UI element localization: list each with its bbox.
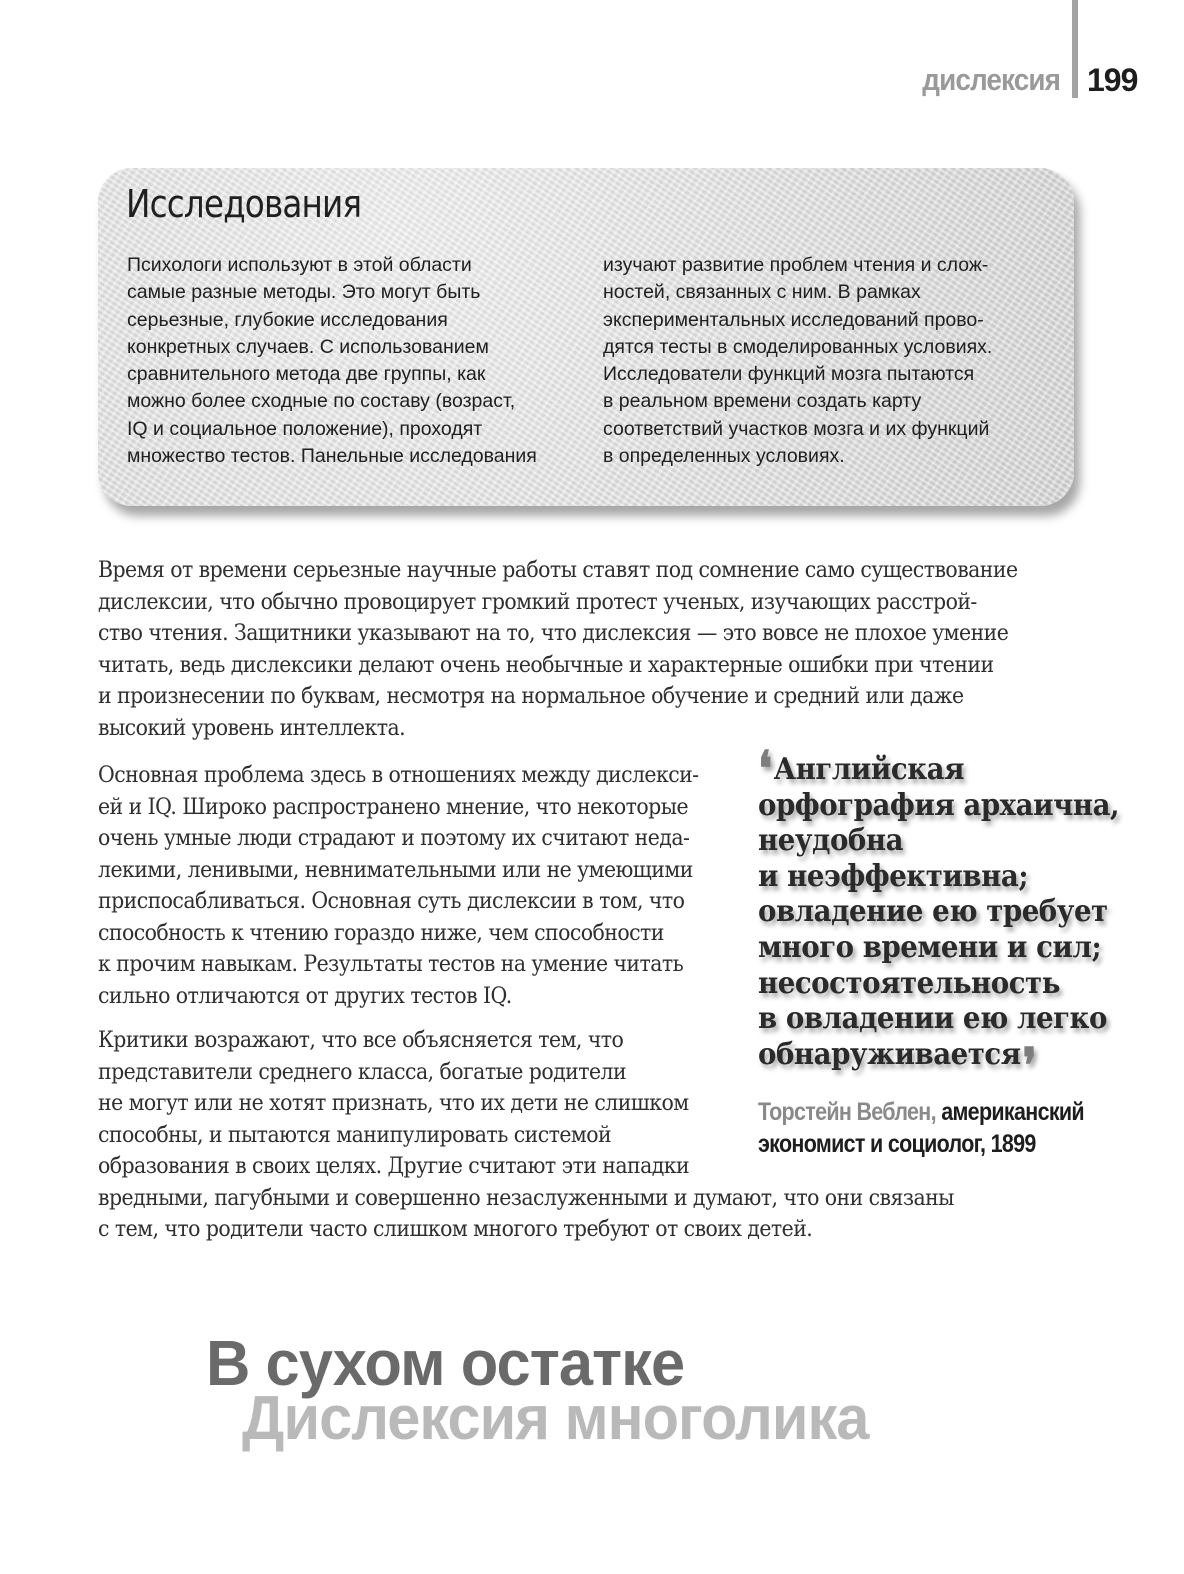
body-paragraph-2: Основная проблема здесь в отношениях между дислекси- ей и IQ. Широко распространено мнение, что некоторые очень умные люди страдают и поэтому их считают неда- лекими, ленивыми, невнимательными или не умеющими приспосабливаться. Основная суть дислексии в том, что способность к чтению гораздо ниже, чем способности к прочим навыкам. Результаты тестов на умение читать сильно отличаются от других тестов IQ. <box>98 763 699 1009</box>
page-edge-rule <box>1072 0 1078 98</box>
quote-author: Торстейн Веблен, <box>758 1098 936 1126</box>
summary-subtitle: Дислексия многолика <box>242 1384 869 1453</box>
close-quote-mark-icon: ❜ <box>1022 1037 1037 1094</box>
quote-author-role-line-2: экономист и социолог, 1899 <box>758 1130 1036 1158</box>
body-paragraph-1: Время от времени серьезные научные работы ставят под сомнение само существование дислексии, что обычно провоцирует громкий протест ученых, изучающих расстрой- ство чтения. Защитники указывают на то, что дислексия — это вовсе не плохое умение читать, ведь дислексики делают очень необычные и характерные ошибки при чтении и произнесении по буквам, несмотря на нормальное обучение и средний или даже высокий уровень интеллекта. <box>98 558 1018 741</box>
summary-title: В сухом остатке <box>206 1327 685 1399</box>
quote-attribution <box>758 1096 1102 1160</box>
page-number: 199 <box>1087 62 1138 98</box>
quote-author-role-line-1: американский <box>941 1098 1084 1126</box>
research-sidebar-box <box>98 168 1074 506</box>
pull-quote: ❛Английская орфография архаична, неудобна и неэффективна; овладение ею требует много времени и сил; несостоятельность в овладении ею легко обнаруживается❜ <box>758 741 1120 1094</box>
research-box-column-2: изучают развитие проблем чтения и слож- ностей, связанных с ним. В рамках экспериментальных исследований прово- дятся тесты в смоделированных условиях. Исследователи функций мозга пытаются в реальном времени создать карту соответствий участков мозга и их функций в определенных условиях. <box>603 254 993 468</box>
body-paragraph-3: Критики возражают, что все объясняется тем, что представители среднего класса, богатые родители не могут или не хотят признать, что их дети не слишком способны, и пытаются манипулировать системой образования в своих целях. Другие считают эти нападки вредными, пагубными и совершенно незаслуженными и думают, что они связаны с тем, что родители часто слишком многого требуют от своих детей. <box>98 1028 954 1242</box>
research-box-title: Исследования <box>126 182 362 226</box>
running-head: дислексия <box>922 62 1060 97</box>
open-quote-mark-icon: ❛ <box>758 741 772 797</box>
research-box-column-1: Психологи используют в этой области самые разные методы. Это могут быть серьезные, глубокие исследования конкретных случаев. С использованием сравнительного метода две группы, как можно более сходные по составу (возраст, IQ и социальное положение), проходят множество тестов. Панельные исследования <box>127 254 537 468</box>
